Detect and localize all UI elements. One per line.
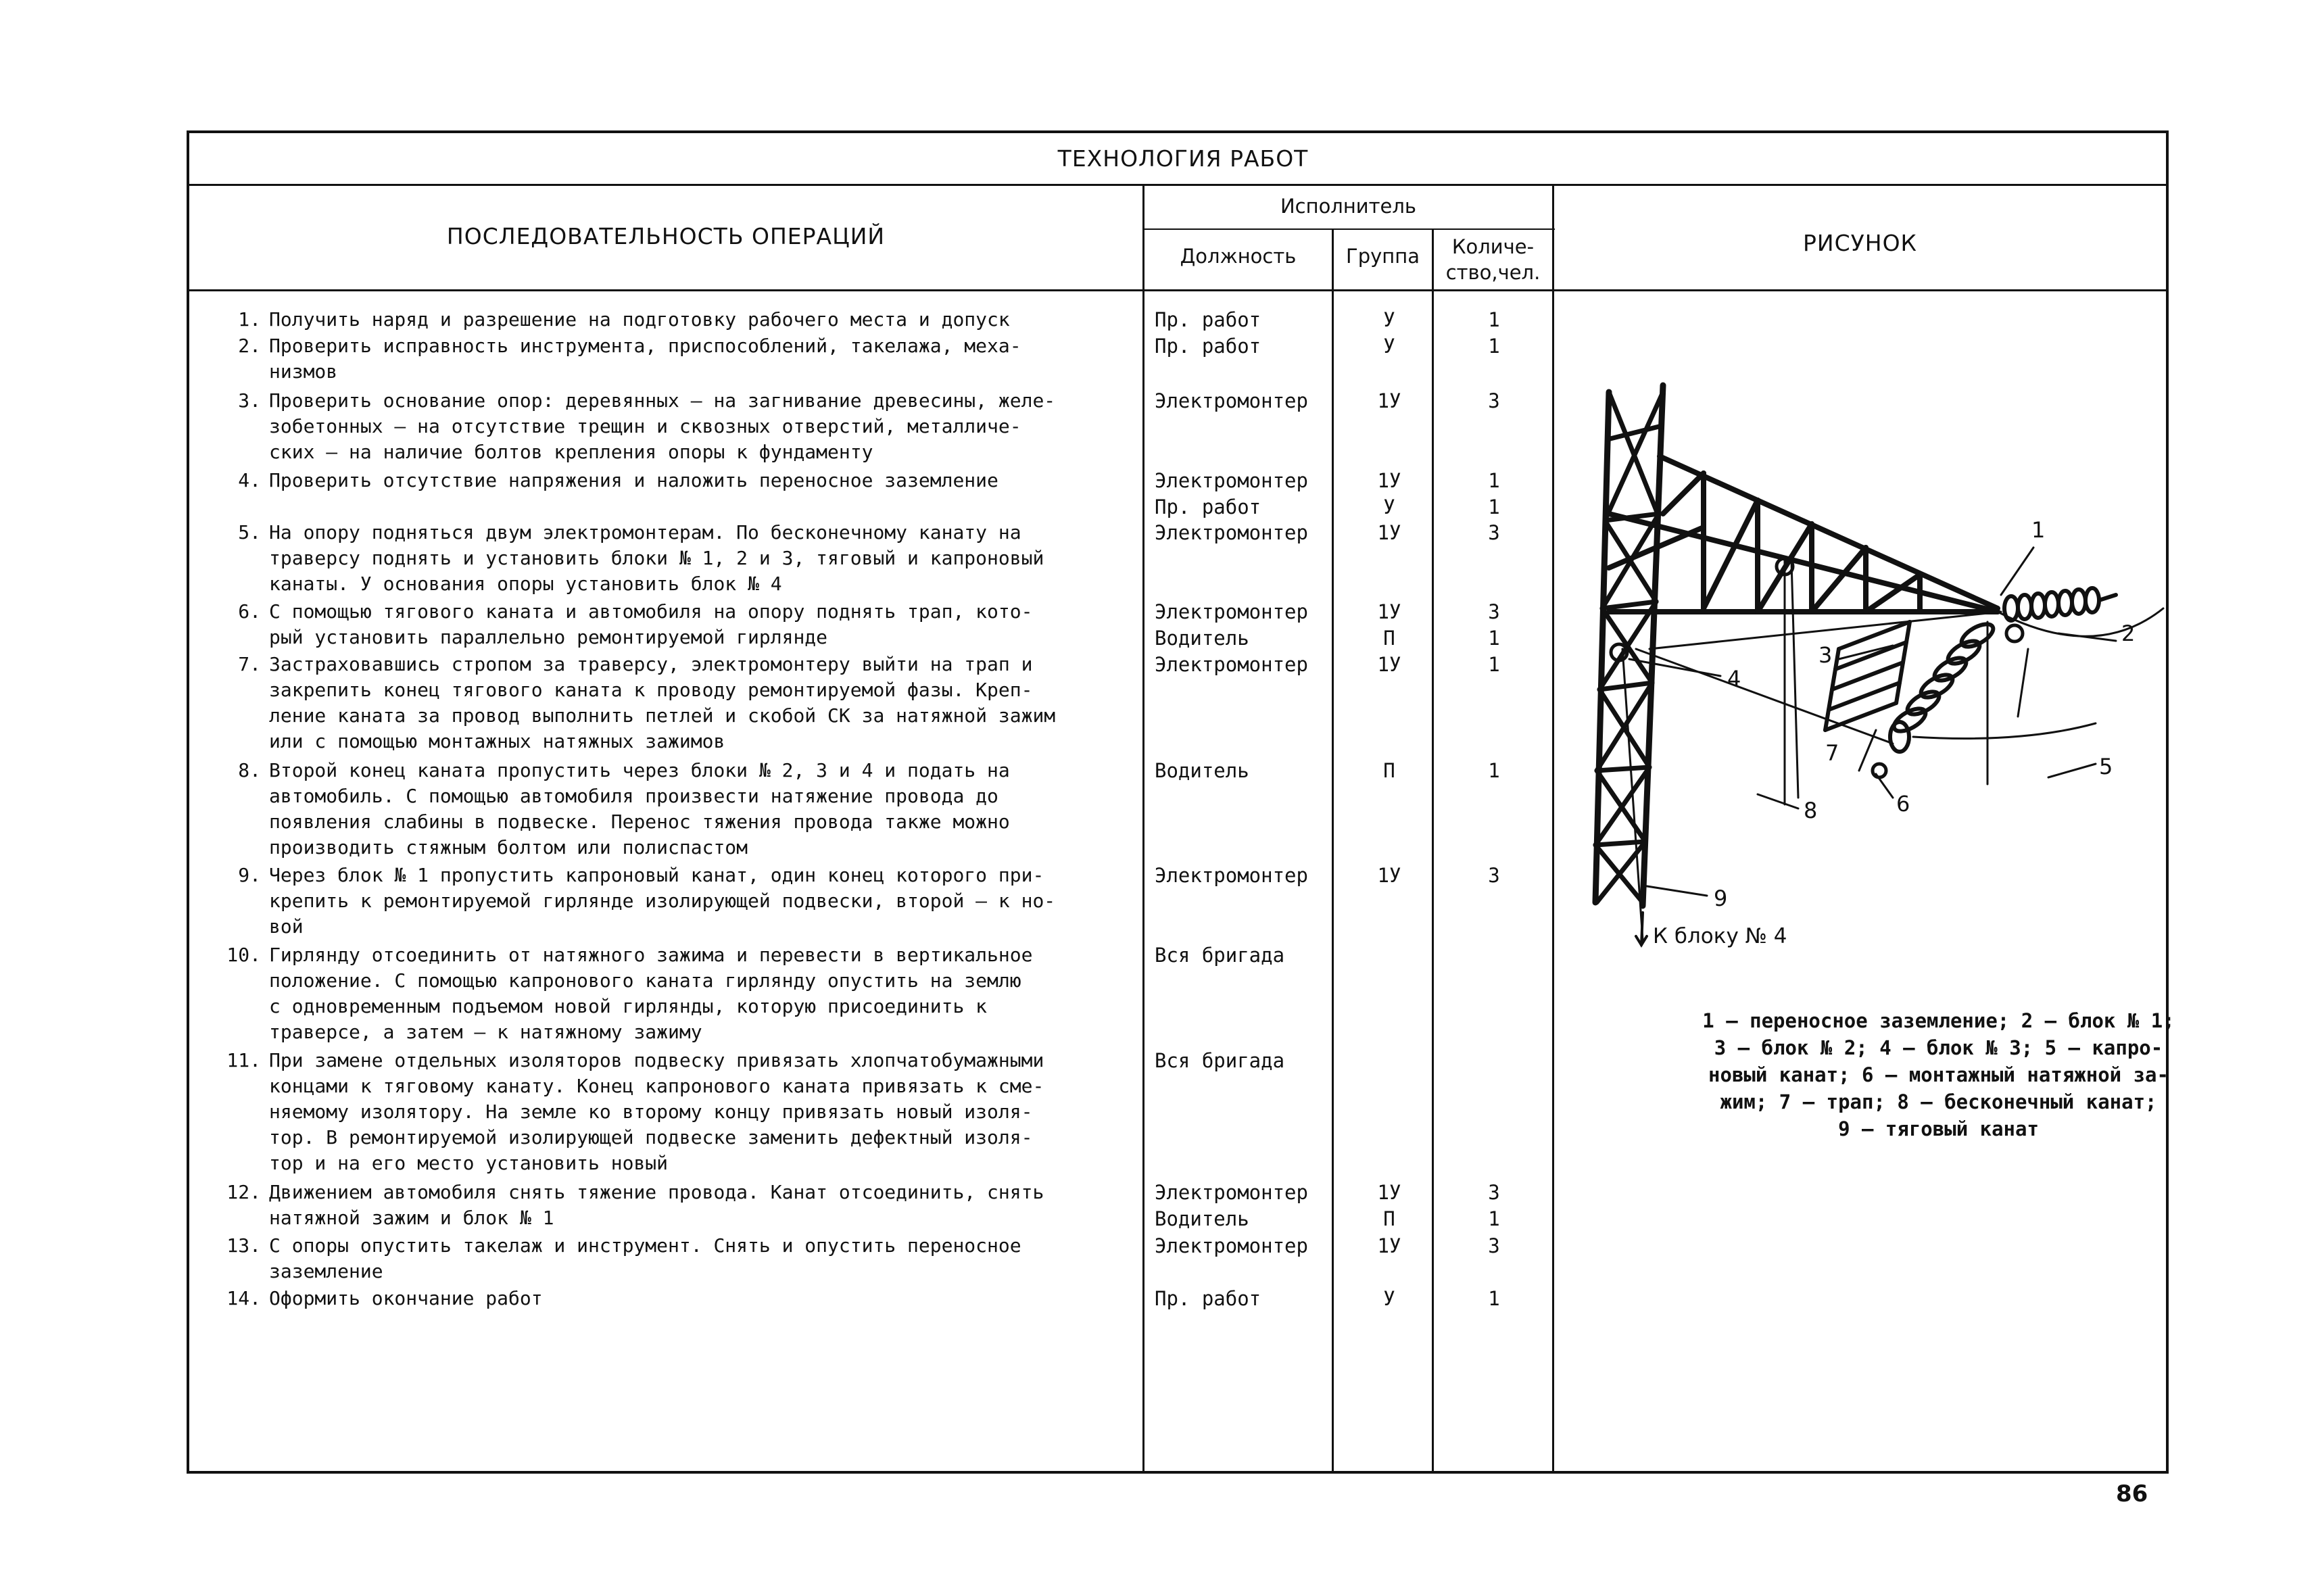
operation-line: Получить наряд и разрешение на подготовку рабочего места и допуск: [269, 308, 1010, 331]
operation-line: рый установить параллельно ремонтируемой гирлянде: [269, 626, 828, 648]
executor-position: Электромонтер: [1155, 600, 1308, 623]
operation-line: Движением автомобиля снять тяжение провода. Канат отсоединить, снять: [269, 1181, 1044, 1203]
executor-quantity: 1: [1488, 1287, 1500, 1310]
executor-group: 1У: [1377, 469, 1401, 492]
executor-position: Электромонтер: [1155, 389, 1308, 412]
operation-line: тор и на его место установить новый: [269, 1152, 669, 1174]
executor-group: 1У: [1377, 389, 1401, 412]
executor-group: 1У: [1377, 1181, 1401, 1204]
figure-label-4: 4: [1727, 666, 1741, 692]
operation-number: 8.: [238, 759, 261, 781]
executor-position: Вся бригада: [1155, 1049, 1285, 1072]
operation-line: канаты. У основания опоры установить блок № 4: [269, 573, 782, 595]
operation-line: С помощью тягового каната и автомобиля на опору поднять трап, кото-: [269, 600, 1033, 623]
column-header-position: Должность: [1180, 245, 1297, 268]
executor-quantity: 1: [1488, 1207, 1500, 1230]
column-header-operations: ПОСЛЕДОВАТЕЛЬНОСТЬ ОПЕРАЦИЙ: [446, 223, 886, 249]
operation-line: ление каната за провод выполнить петлей и скобой СК за натяжной зажим: [269, 704, 1056, 727]
executor-group: П: [1383, 1207, 1395, 1230]
column-header-quantity-line1: Количе-: [1451, 235, 1535, 258]
executor-position: Электромонтер: [1155, 653, 1308, 676]
traverse: [1609, 456, 1998, 612]
operation-line: траверсу поднять и установить блоки № 1, 2 и 3, тяговый и капроновый: [269, 547, 1044, 569]
column-header-group: Группа: [1346, 245, 1420, 268]
operation-line: положение. С помощью капронового каната гирлянду опустить на землю: [269, 969, 1021, 992]
block4-label: К блоку № 4: [1653, 924, 1787, 948]
column-header-figure: РИСУНОК: [1803, 230, 1917, 256]
figure-label-3: 3: [1818, 642, 1833, 668]
operation-number: 6.: [238, 600, 261, 623]
executor-position: Пр. работ: [1155, 495, 1261, 518]
operation-line: вой: [269, 915, 304, 938]
executor-quantity: 3: [1488, 1181, 1500, 1204]
executor-quantity: 3: [1488, 864, 1500, 887]
operation-number: 7.: [238, 653, 261, 675]
executor-group: 1У: [1377, 600, 1401, 623]
page-title: ТЕХНОЛОГИЯ РАБОТ: [1057, 145, 1309, 172]
executor-group: У: [1383, 335, 1395, 358]
executor-position: Водитель: [1155, 627, 1249, 650]
executor-group: У: [1383, 495, 1395, 518]
figure-label-5: 5: [2099, 754, 2113, 779]
executor-quantity: 1: [1488, 335, 1500, 358]
operation-line: траверсе, а затем – к натяжному зажиму: [269, 1021, 702, 1043]
figure-legend: [1548, 1007, 2314, 1142]
operation-line: или с помощью монтажных натяжных зажимов: [269, 730, 725, 752]
legend-line: 1 – переносное заземление; 2 – блок № 1;: [1702, 1009, 2175, 1032]
executor-group: 1У: [1377, 653, 1401, 676]
executor-position: Электромонтер: [1155, 864, 1308, 887]
executor-group: У: [1383, 1287, 1395, 1310]
operation-line: зобетонных – на отсутствие трещин и сквозных отверстий, металличе-: [269, 415, 1021, 437]
ladder: [1825, 622, 1910, 730]
insulator-string-horizontal: [2004, 588, 2116, 621]
operation-line: При замене отдельных изоляторов подвеску привязать хлопчатобумажными: [269, 1049, 1044, 1071]
executor-quantity: 3: [1488, 521, 1500, 544]
executor-position: Электромонтер: [1155, 521, 1308, 544]
executor-quantity: 1: [1488, 653, 1500, 676]
column-header-executor: Исполнитель: [1280, 195, 1417, 218]
executor-quantity: 1: [1488, 627, 1500, 650]
executor-quantity: 1: [1488, 469, 1500, 492]
executor-position: Электромонтер: [1155, 1234, 1308, 1257]
executor-position: Пр. работ: [1155, 335, 1261, 358]
executor-quantity: 3: [1488, 1234, 1500, 1257]
legend-line: 3 – блок № 2; 4 – блок № 3; 5 – капро-: [1714, 1036, 2163, 1059]
figure-label-1: 1: [2031, 517, 2046, 543]
operation-line: автомобиль. С помощью автомобиля произвести натяжение провода до: [269, 785, 998, 807]
executor-quantity: 3: [1488, 600, 1500, 623]
executor-position: Водитель: [1155, 759, 1249, 782]
operation-line: ских – на наличие болтов крепления опоры к фундаменту: [269, 441, 873, 463]
figure-label-9: 9: [1714, 886, 1728, 911]
operation-line: няемому изолятору. На земле ко второму концу привязать новый изоля-: [269, 1101, 1033, 1123]
block4-arrow: [1636, 913, 1647, 945]
column-header-quantity-line2: ство,чел.: [1445, 261, 1541, 284]
page-number: 86: [2116, 1480, 2148, 1507]
figure-label-2: 2: [2121, 621, 2136, 646]
executor-position: Пр. работ: [1155, 1287, 1261, 1310]
operation-number: 13.: [226, 1234, 261, 1257]
operation-number: 3.: [238, 389, 261, 412]
operation-line: Второй конец каната пропустить через блоки № 2, 3 и 4 и подать на: [269, 759, 1010, 781]
executor-quantity: 1: [1488, 759, 1500, 782]
executor-position: Электромонтер: [1155, 1181, 1308, 1204]
operation-number: 12.: [226, 1181, 261, 1203]
operation-line: появления слабины в подвеске. Перенос тяжения провода также можно: [269, 811, 1010, 833]
operation-number: 4.: [238, 469, 261, 491]
operation-line: закрепить конец тягового каната к проводу ремонтируемой фазы. Креп-: [269, 679, 1033, 701]
executor-position: Вся бригада: [1155, 944, 1285, 967]
operation-line: Застраховавшись стропом за траверсу, электромонтеру выйти на трап и: [269, 653, 1033, 675]
operation-line: Оформить окончание работ: [269, 1287, 543, 1309]
figure-label-7: 7: [1825, 740, 1839, 766]
operation-line: крепить к ремонтируемой гирлянде изолирующей подвески, второй – к но-: [269, 890, 1056, 912]
operation-line: натяжной зажим и блок № 1: [269, 1207, 554, 1229]
operation-line: На опору подняться двум электромонтерам. По бесконечному канату на: [269, 521, 1021, 543]
legend-line: жим; 7 – трап; 8 – бесконечный канат;: [1720, 1090, 2157, 1113]
operation-number: 10.: [226, 944, 261, 966]
executor-position: Водитель: [1155, 1207, 1249, 1230]
executor-group: У: [1383, 308, 1395, 331]
operation-line: С опоры опустить такелаж и инструмент. Снять и опустить переносное: [269, 1234, 1021, 1257]
operation-line: заземление: [269, 1260, 383, 1282]
operation-line: Проверить отсутствие напряжения и наложить переносное заземление: [269, 469, 998, 491]
executor-quantity: 1: [1488, 495, 1500, 518]
operation-number: 5.: [238, 521, 261, 543]
executor-group: П: [1383, 627, 1395, 650]
operation-number: 11.: [226, 1049, 261, 1071]
executor-group: 1У: [1377, 864, 1401, 887]
operation-line: производить стяжным болтом или полиспастом: [269, 836, 748, 859]
operation-line: концами к тяговому канату. Конец капронового каната привязать к сме-: [269, 1075, 1044, 1097]
figure-label-8: 8: [1804, 798, 1818, 823]
operation-line: с одновременным подъемом новой гирлянды, которую присоединить к: [269, 995, 988, 1017]
operation-number: 2.: [238, 335, 261, 357]
figure-label-6: 6: [1896, 791, 1910, 817]
operation-number: 9.: [238, 864, 261, 886]
legend-line: 9 – тяговый канат: [1838, 1117, 2039, 1140]
operation-line: Проверить основание опор: деревянных – на загнивание древесины, желе-: [269, 389, 1056, 412]
executor-quantity: 1: [1488, 308, 1500, 331]
executor-quantity: 3: [1488, 389, 1500, 412]
executor-group: 1У: [1377, 521, 1401, 544]
operation-line: Проверить исправность инструмента, приспособлений, такелажа, меха-: [269, 335, 1021, 357]
operation-line: низмов: [269, 360, 338, 383]
operation-line: Гирлянду отсоединить от натяжного зажима и перевести в вертикальное: [269, 944, 1033, 966]
legend-line: новый канат; 6 – монтажный натяжной за-: [1708, 1063, 2169, 1086]
operation-number: 14.: [226, 1287, 261, 1309]
operation-line: тор. В ремонтируемой изолирующей подвеске заменить дефектный изоля-: [269, 1126, 1033, 1148]
executor-group: П: [1383, 759, 1395, 782]
executor-position: Пр. работ: [1155, 308, 1261, 331]
executor-position: Электромонтер: [1155, 469, 1308, 492]
operation-line: Через блок № 1 пропустить капроновый канат, один конец которого при-: [269, 864, 1044, 886]
operation-number: 1.: [238, 308, 261, 331]
executor-group: 1У: [1377, 1234, 1401, 1257]
